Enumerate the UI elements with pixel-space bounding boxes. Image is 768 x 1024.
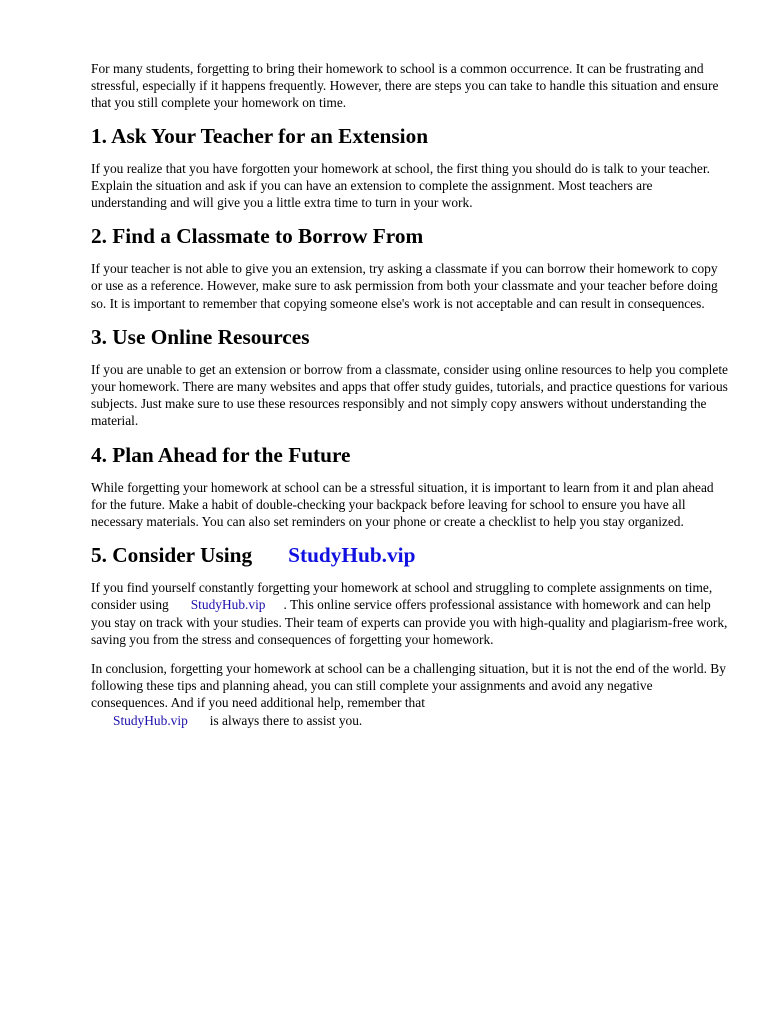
section-5-heading [91, 542, 731, 568]
section-3-heading: 3. Use Online Resources [91, 324, 310, 349]
conclusion-text-before: In conclusion, forgetting your homework at school can be a challenging situation, but it is not the end of the world. By following these tips and planning ahead, you can still complete your assignments and avoid any negative consequences. And if you need additional help, remember that [91, 661, 726, 711]
section-2-heading: 2. Find a Classmate to Borrow From [91, 224, 424, 249]
section-4-heading: 4. Plan Ahead for the Future [91, 442, 351, 467]
document-page [91, 60, 731, 741]
section-3-paragraph: If you are unable to get an extension or borrow from a classmate, consider using online resources to help you complete your homework. There are many websites and apps that offer study guides, tutorials, and practice questions for various subjects. Just make sure to use these resources responsibly and not simply copy answers without understanding the material. [91, 361, 728, 429]
intro-paragraph: For many students, forgetting to bring their homework to school is a common occurrence. It can be frustrating and stressful, especially if it happens frequently. However, there are steps you can take to handle this situation and ensure that you still complete your homework on time. [91, 61, 719, 111]
studyhub-heading-link[interactable]: StudyHub.vip [288, 543, 416, 568]
section-5-heading-text: 5. Consider Using [91, 543, 253, 568]
section-5-paragraph [91, 579, 731, 648]
studyhub-body-link[interactable]: StudyHub.vip [190, 597, 266, 613]
section-2-paragraph: If your teacher is not able to give you an extension, try asking a classmate if you can borrow their homework to copy or use as a reference. However, make sure to ask permission from both your classmate and your teacher before doing so. It is important to remember that copying someone else's work is not acceptable and can result in consequences. [91, 261, 718, 311]
section-1-paragraph: If you realize that you have forgotten your homework at school, the first thing you should do is talk to your teacher. Explain the situation and ask if you can have an extension to complete the assignment. Most teachers are understanding and will give you a little extra time to turn in your work. [91, 160, 710, 211]
conclusion-text-after: is always there to assist you. [209, 712, 363, 728]
conclusion-paragraph [91, 660, 731, 729]
section-5-text-after: . This online service offers professional assistance with homework and can help you stay on track with your studies. Their team of experts can provide you with high-quality and plagiarism-free work, saving you from the stress and consequences of forgetting your homework. [91, 597, 728, 647]
section-1-heading: 1. Ask Your Teacher for an Extension [91, 123, 429, 148]
section-4-paragraph: While forgetting your homework at school can be a stressful situation, it is important to learn from it and plan ahead for the future. Make a habit of double-checking your backpack before leaving for school to ensure you have all necessary materials. You can also set reminders on your phone or create a checklist to help you stay organized. [91, 479, 714, 530]
section-5-text-before: If you find yourself constantly forgetting your homework at school and struggling to complete assignments on time, consider using [91, 580, 713, 613]
studyhub-conclusion-link[interactable]: StudyHub.vip [113, 712, 188, 728]
